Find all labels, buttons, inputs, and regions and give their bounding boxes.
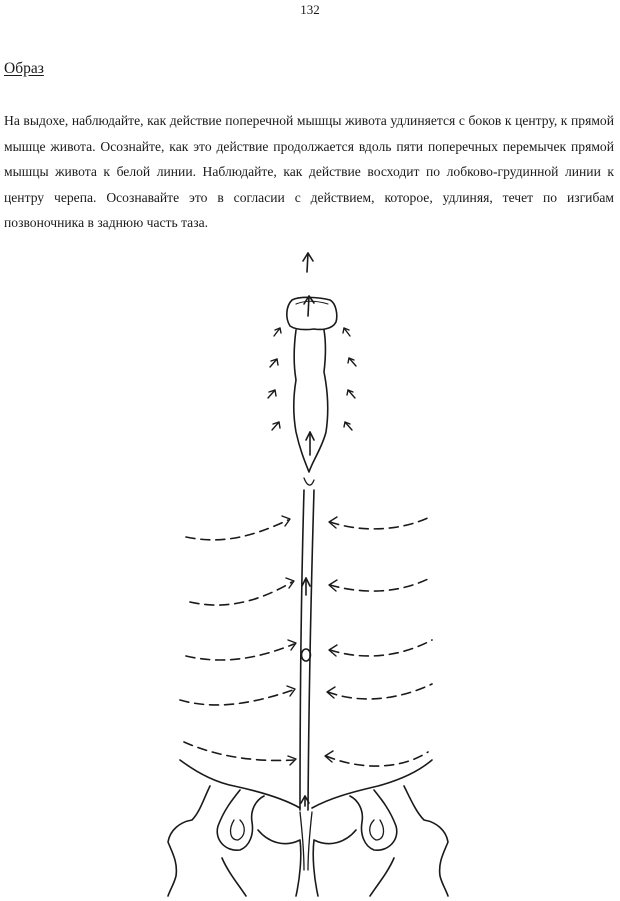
left-dashed-arrows <box>180 520 294 760</box>
pelvis-crest-line <box>180 760 432 808</box>
body-paragraph: На выдохе, наблюдайте, как действие поперечной мышцы живота удлиняется с боков к центру, к прямой мышце живота. Осознайте, как это действие продолжается вдоль пяти поперечных перемычек прямой мышцы живота к белой линии. Наблюдайте, как действие восходит по лобково-грудинной линии к центру черепа. Осознавайте это в согласии с действием, которое, удлиняя, течет по изгибам позвоночника в заднюю часть таза. <box>4 113 614 230</box>
left-pelvis-shape <box>168 786 301 896</box>
anatomy-illustration <box>150 240 470 898</box>
top-arrow-icon <box>303 253 313 272</box>
page-number: 132 <box>300 2 320 17</box>
right-pelvis-shape <box>313 786 448 896</box>
linea-alba-line <box>300 490 314 810</box>
section-title: Образ <box>4 60 44 77</box>
manubrium-shape <box>287 297 337 329</box>
right-dashed-arrows <box>326 516 432 766</box>
